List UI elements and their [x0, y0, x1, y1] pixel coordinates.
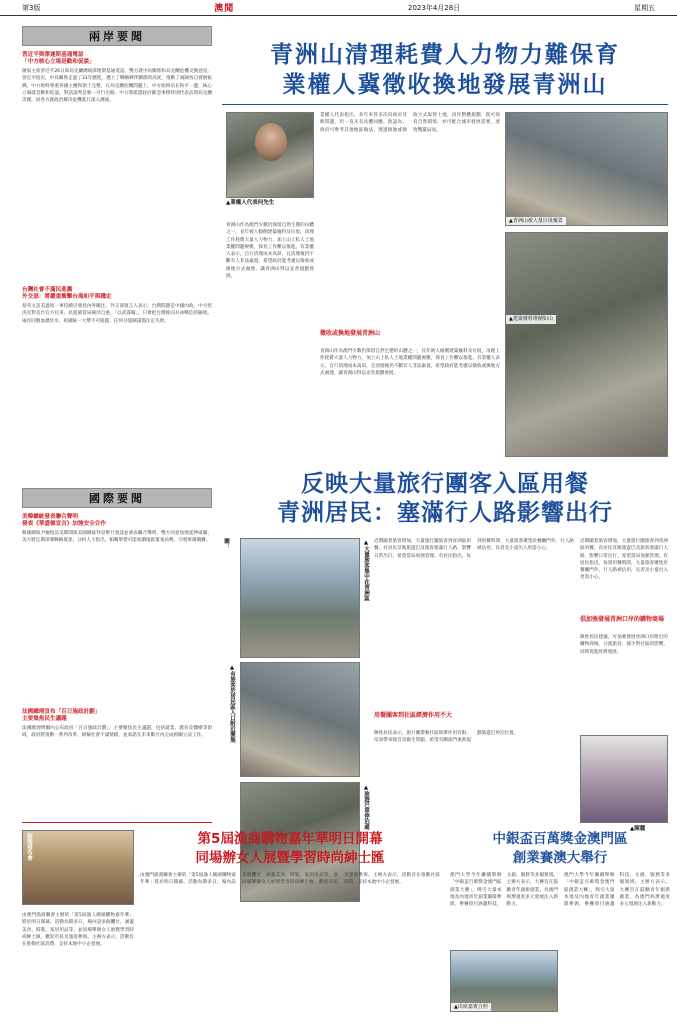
headline-line-1: 反映大量旅行團客入區用餐 — [301, 471, 589, 497]
article-body-residents: 近期隨着旅客增加，大量旅行團旅客到青洲區用餐，有居民反映旅遊巴及旅客塞滿行人路，影響日常出行，希望當局加強管理。有居民指出，每到用餐時間，大量旅客聚集於餐廳門外，行人路被佔用，長者及小童出入更需小心。 — [374, 539, 574, 559]
issue-date: 2023年4月28日 — [408, 3, 461, 12]
photo-owner-representative — [226, 112, 314, 198]
headline-taiwan-2: 外交部：將嚴重衝擊台海和平與穩定 — [22, 294, 112, 300]
photo-caption-boc: ▲出席嘉賓合照 — [451, 1003, 491, 1012]
photo-label: 圖： — [223, 538, 229, 549]
headline-taiwan-1: 台灣社會不滿民進黨 — [22, 287, 73, 293]
headline-line-2: 業權人冀徵收換地發展青洲山 — [282, 72, 608, 98]
article-body-right-top: 近期隨着旅客增加，大量旅行團旅客到青洲區用餐，有居民反映旅遊巴及旅客塞滿行人路，影響日常出行，希望當局加強管理。有居民指出，每到用餐時間，大量旅客聚集於餐廳門外，行人路被佔用，長者及小童出入更需小心。 — [580, 539, 668, 581]
divider — [222, 104, 668, 105]
headline-tour-groups — [222, 470, 668, 528]
photo-garbage-hill — [505, 112, 668, 226]
headline-line-2: 同場辦女人展暨學習時尚紳士匯 — [195, 850, 385, 866]
article-body-fair-1: 由澳門漁商聯會主辦的「第5屆漁人碼頭購物嘉年華」將於明日開幕，活動為期多日，場內設多個攤位，涵蓋美食、時裝、家居用品等，並同場舉辦女人展暨學習時尚紳士匯，歡迎市民及旅客參與。主辦方表示，活動旨在推動社區消費，支持本地中小企發展。 — [22, 913, 134, 948]
article-body-col3: 青洲山作為澳門少數仍保留自然生態的山體之一，長年被人傾倒建築廢料及垃圾，清理工作耗費大量人力物力，加上山上私人土地業權問題複雜，保育工作難以推進。有業權人表示，自行清理成本高昂，且清理後仍不斷有人非法棄置，希望政府能考慮以徵收或換地方式處理，讓青洲山得以妥善規劃發展。 — [320, 349, 500, 376]
article-body-boc-1: 澳門大學今年繼續舉辦「中銀盃百萬獎金澳門區創業大賽」，吸引大量本地及內地青年創業團隊參與，參賽項目涵蓋科技、文創、服務等多個領域。主辦方表示，大賽旨在鼓勵青年創新創業，為澳門經濟適度多元發展注入新動力。 — [450, 873, 558, 908]
photo-resident-chen — [580, 735, 668, 823]
headline-us-korea-1: 美韓總統發表聯合聲明 — [22, 514, 78, 520]
headline-france-2: 主要集焦民生議題 — [22, 716, 67, 722]
headline-us-korea-2: 發表《華盛頓宣言》加強安全合作 — [22, 521, 106, 527]
subheading-shopping-mall: 倡加強發展青洲口岸的購物商場 — [580, 616, 665, 623]
page-number: 第3版 — [22, 3, 41, 12]
article-body-col2: 業權人代表指出，多年來曾多次向政府反映問題，但一直未有具體回應。他認為，政府可參考其他地區做法，透過換地或徵收方式取得土地，再作整體規劃，既可保育自然環境，亦可配合城市發展需要，達致雙贏局面。 — [320, 113, 500, 133]
article-us-korea: 韓國總統尹錫悅訪美期間與美國總統拜登舉行會談並發表聯合聲明。雙方同意加強延伸威懾，美方將定期部署戰略資產。分析人士指出，相關舉措可能加劇地區緊張局勢，引發軍備競賽。 — [22, 531, 212, 544]
person-figure — [255, 123, 287, 161]
article-france: 法國總理博爾內公布政府「百日施政計劃」，主要聚焦民生議題，包括就業、教育及醫療等領域，政府將推動一系列改革，緩解社會不滿情緒，並承諾在未來數月內完成相關立法工作。 — [22, 726, 212, 739]
article-body-boc-2: 澳門大學今年繼續舉辦「中銀盃百萬獎金澳門區創業大賽」，吸引大量本地及內地青年創業團隊參與，參賽項目涵蓋科技、文創、服務等多個領域。主辦方表示，大賽旨在鼓勵青年創新創業，為澳門經濟適度多元發展注入新動力。 — [564, 873, 670, 908]
vertical-caption-3: ▲旅遊巴車停泊處 — [363, 785, 369, 830]
subheading-limited-economic-effect: 用餐團客到社區經濟作用不大 — [374, 712, 453, 719]
photo-boc-cup-guests — [450, 950, 558, 1012]
photo-caption-owner: ▲業權人代表何先生 — [226, 200, 275, 206]
article-body-mall: 陳姓居民建議，可加強發展青洲口岸附近的購物商場，分流旅客，減少對社區的影響，同時促進經濟發展。 — [580, 635, 668, 655]
photo-press-conference — [22, 830, 134, 905]
vertical-caption-1: ▲大量旅客集中在青洲區 — [363, 540, 369, 601]
headline-xi-call-2: 「中方核心立場是勸和促談」 — [22, 59, 95, 65]
masthead — [0, 0, 677, 16]
photo-tourists-crowd — [240, 538, 360, 658]
headline-green-island-hill — [222, 40, 668, 100]
headline-france-1: 法國總理宣布「百日施政計劃」 — [22, 709, 101, 715]
headline-fishermen-fair — [140, 830, 440, 868]
article-taiwan: 蔡英文訪美過境一事持續引發島內外關注。外交部發言人表示，台灣問題是中國內政，中方堅決反對美台官方往來。民進黨當局挾洋自重，「以武謀獨」，只會把台灣推向兵凶戰危的險境。兩岸同胞血濃於水，祖國統一大勢不可阻擋，任何分裂圖謀都注定失敗。 — [22, 304, 212, 324]
headline-line-2: 青洲居民：塞滿行人路影響出行 — [277, 500, 613, 526]
divider — [22, 822, 212, 823]
article-body-col1: 青洲山作為澳門少數仍保留自然生態的山體之一，長年被人傾倒建築廢料及垃圾，清理工作耗費大量人力物力，加上山上私人土地業權問題複雜，保育工作難以推進。有業權人表示，自行清理成本高昂，且清理後仍不斷有人非法棄置，希望政府能考慮以徵收或換地方式處理，讓青洲山得以妥善規劃發展。 — [226, 223, 314, 280]
headline-line-2: 創業賽澳大舉行 — [512, 850, 608, 866]
vertical-caption-2: ▲有旅客於居民區入口附近聚集 — [229, 665, 235, 743]
photo-construction-waste — [505, 232, 668, 457]
photo-caption-garbage: ▲青洲山被大量垃圾覆蓋 — [506, 217, 566, 226]
issue-weekday: 星期五 — [633, 3, 655, 12]
section-title-cross-strait: 兩岸要聞 — [22, 26, 212, 46]
article-xi-call: 國家主席習近平26日與烏克蘭總統澤連斯基通電話。雙方就中烏關係和烏克蘭危機交換意見。習近平指出，中烏關係走過了31年歷程，邁上了戰略夥伴關係的高度，推動了兩國各自發展振興。中方始終尊重各國主權和領土完整，在烏克蘭危機問題上，中方始終站在和平一邊，核心立場就是勸和促談。對話談判是唯一可行出路。中方將派遣政府歐亞事務特別代表訪問烏克蘭等國，同各方就政治解決危機進行深入溝通。 — [22, 69, 212, 104]
photo-residential-entrance — [240, 662, 360, 777]
headline-line-1: 中銀盃百萬獎金澳門區 — [492, 831, 628, 847]
headline-line-1: 第5屆漁商購物嘉年華明日開幕 — [197, 831, 383, 847]
photo-caption-waste: ▲建築廢料堆積如山 — [506, 315, 556, 324]
article-body-fair-2: 由澳門漁商聯會主辦的「第5屆漁人碼頭購物嘉年華」將於明日開幕，活動為期多日，場內設多個攤位，涵蓋美食、時裝、家居用品等，並同場舉辦女人展暨學習時尚紳士匯，歡迎市民及旅客參與。主辦方表示，活動旨在推動社區消費，支持本地中小企發展。 — [140, 873, 440, 886]
headline-xi-call-1: 習近平與澤連斯基通電話 — [22, 52, 84, 58]
headline-line-1: 青洲山清理耗費人力物力難保育 — [270, 42, 620, 68]
headline-boc-cup — [450, 830, 670, 868]
photo-caption-chen: ▲陳麗 — [630, 826, 646, 832]
section-title-international: 國際要聞 — [22, 488, 212, 508]
paper-logo: 澳聞 — [214, 4, 235, 14]
photo-label-area — [222, 538, 236, 628]
article-body-economy: 陳姓居民表示，旅行團帶動社區經濟作用有限，反而帶來噪音及衞生問題，希望有關部門重新規劃旅遊巴停泊位置。 — [374, 731, 519, 744]
subheading-expropriation: 徵收或換地發展青洲山 — [320, 330, 381, 337]
photo-badge: 新聞發布會 — [26, 833, 32, 861]
